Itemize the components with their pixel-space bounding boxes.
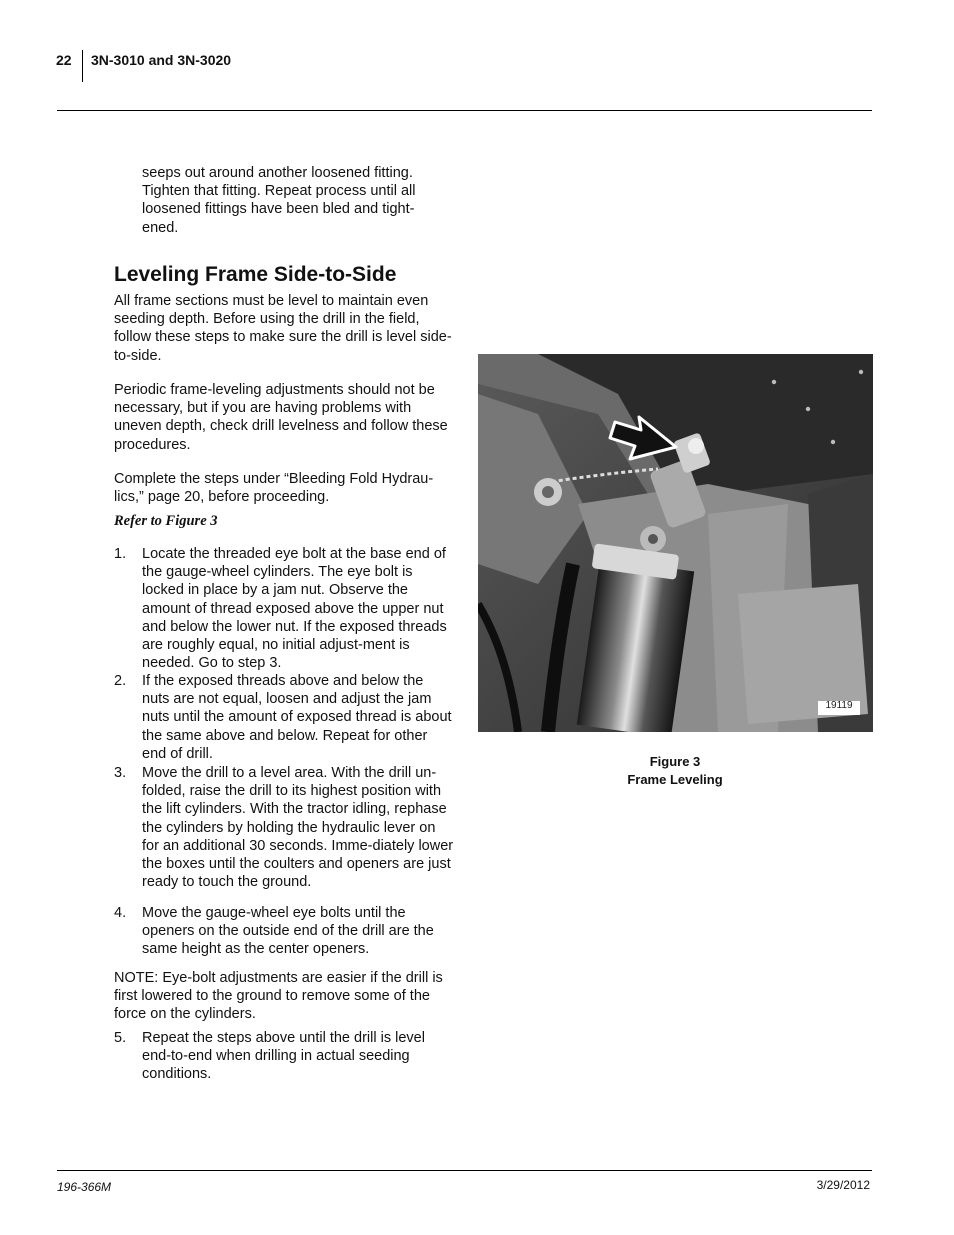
paragraph-2: Periodic frame-leveling adjustments should not be necessary, but if you are having problems with uneven depth, check drill levelness and follow these procedures. — [114, 382, 448, 453]
step-text: If the exposed threads above and below the nuts are not equal, loosen and adjust the jam nuts until the amount of exposed thread is about the same above and below. Repeat for other end of drill. — [142, 673, 452, 762]
figure-number: Figure 3 — [649, 754, 701, 769]
page-number: 22 — [56, 52, 72, 68]
continuation-text: seeps out around another loosened fitting. Tighten that fitting. Repeat process until all loosened fittings have been bled and tight-ened. — [142, 165, 416, 236]
footer-rule — [57, 1170, 872, 1171]
step-text: Move the drill to a level area. With the drill un-folded, raise the drill to its highest position with the lift cylinders. With the tractor idling, rephase the cylinders by holding the hydraulic lever on for an additional 30 seconds. Imme-diately lower the boxes until the coulters and openers are just ready to touch the ground. — [142, 765, 454, 891]
figure-illustration — [478, 354, 873, 732]
step-text: Repeat the steps above until the drill is level end-to-end when drilling in actual seeding conditions. — [142, 1030, 425, 1083]
note-text: NOTE: Eye-bolt adjustments are easier if the drill is first lowered to the ground to remove some of the force on the cylinders. — [114, 970, 443, 1023]
image-label: 19119 — [818, 701, 860, 715]
header-title: 3N-3010 and 3N-3020 — [91, 52, 232, 68]
step-text: Move the gauge-wheel eye bolts until the openers on the outside end of the drill are the same height as the center openers. — [142, 905, 434, 958]
paragraph-3: Complete the steps under “Bleeding Fold Hydrau-lics,” page 20, before proceeding. — [114, 471, 434, 506]
step-number: 1. — [114, 546, 127, 562]
footer-date: 3/29/2012 — [816, 1178, 870, 1192]
step-text: Locate the threaded eye bolt at the base end of the gauge-wheel cylinders. The eye bolt is locked in place by a jam nut. Observe the amount of thread exposed above the upper nut and below the lower nut. If the exposed threads are roughly equal, no initial adjust-ment is needed. Go to step 3. — [142, 546, 447, 672]
step-number: 4. — [114, 905, 127, 921]
step-number: 3. — [114, 765, 127, 781]
figure-photo — [478, 354, 873, 732]
section-heading: Leveling Frame Side-to-Side — [114, 263, 397, 286]
header-divider — [82, 50, 83, 82]
step-number: 2. — [114, 673, 127, 689]
figure-title: Frame Leveling — [627, 772, 723, 787]
doc-number: 196-366M — [57, 1180, 112, 1194]
header-rule — [57, 110, 872, 111]
paragraph-1: All frame sections must be level to maintain even seeding depth. Before using the drill in the field, follow these steps to make sure the drill is level side-to-side. — [114, 293, 452, 364]
figure-reference: Refer to Figure 3 — [114, 513, 218, 529]
step-number: 5. — [114, 1030, 127, 1046]
